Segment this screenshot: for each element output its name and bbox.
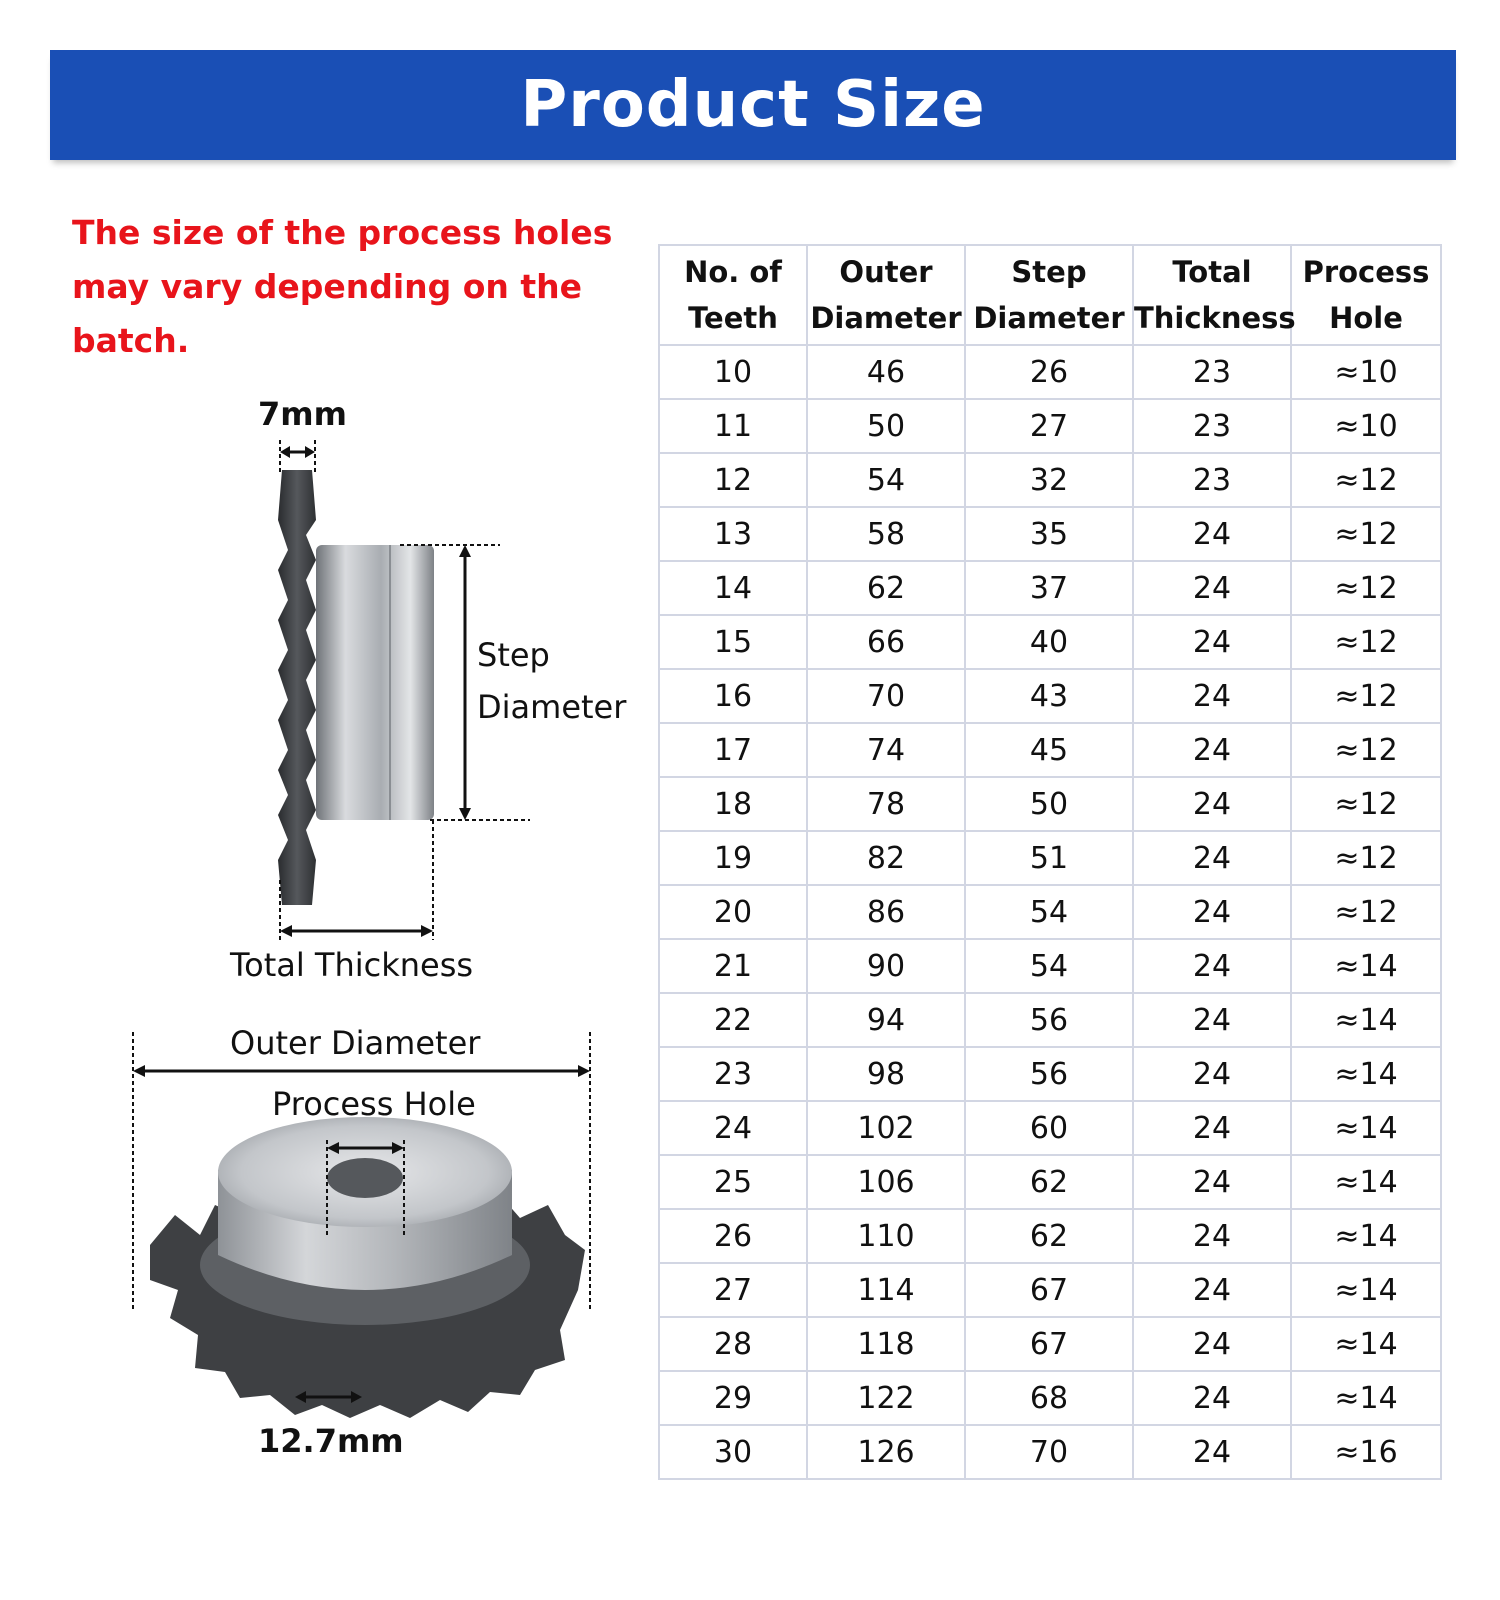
thickness-label: Total Thickness bbox=[230, 946, 474, 984]
cell-step-diameter: 35 bbox=[965, 507, 1133, 561]
cell-teeth: 25 bbox=[659, 1155, 807, 1209]
cell-outer-diameter: 74 bbox=[807, 723, 965, 777]
cell-teeth: 19 bbox=[659, 831, 807, 885]
cell-teeth: 16 bbox=[659, 669, 807, 723]
table-row bbox=[659, 1317, 1441, 1371]
cell-outer-diameter: 50 bbox=[807, 399, 965, 453]
cell-process-hole: ≈14 bbox=[1291, 1047, 1441, 1101]
process-hole-label: Process Hole bbox=[272, 1085, 476, 1123]
cell-process-hole: ≈12 bbox=[1291, 615, 1441, 669]
cell-step-diameter: 32 bbox=[965, 453, 1133, 507]
side-hub bbox=[316, 545, 434, 820]
header-process-hole: Process Hole bbox=[1291, 245, 1441, 345]
cell-teeth: 23 bbox=[659, 1047, 807, 1101]
cell-process-hole: ≈12 bbox=[1291, 885, 1441, 939]
cell-total-thickness: 24 bbox=[1133, 561, 1291, 615]
table-header-row bbox=[659, 245, 1441, 345]
cell-total-thickness: 24 bbox=[1133, 831, 1291, 885]
cell-total-thickness: 23 bbox=[1133, 345, 1291, 399]
step-label-line2: Diameter bbox=[477, 688, 627, 726]
side-teeth bbox=[278, 470, 316, 905]
cell-total-thickness: 24 bbox=[1133, 885, 1291, 939]
cell-outer-diameter: 70 bbox=[807, 669, 965, 723]
size-table bbox=[658, 244, 1442, 1480]
table-row bbox=[659, 831, 1441, 885]
cell-step-diameter: 56 bbox=[965, 1047, 1133, 1101]
cell-process-hole: ≈10 bbox=[1291, 345, 1441, 399]
cell-outer-diameter: 110 bbox=[807, 1209, 965, 1263]
cell-total-thickness: 24 bbox=[1133, 1371, 1291, 1425]
cell-total-thickness: 24 bbox=[1133, 939, 1291, 993]
table-row bbox=[659, 561, 1441, 615]
cell-teeth: 15 bbox=[659, 615, 807, 669]
cell-process-hole: ≈14 bbox=[1291, 1263, 1441, 1317]
cell-outer-diameter: 126 bbox=[807, 1425, 965, 1479]
cell-step-diameter: 54 bbox=[965, 885, 1133, 939]
table-row bbox=[659, 777, 1441, 831]
cell-step-diameter: 26 bbox=[965, 345, 1133, 399]
width-label: 7mm bbox=[258, 395, 347, 433]
cell-outer-diameter: 122 bbox=[807, 1371, 965, 1425]
cell-total-thickness: 24 bbox=[1133, 993, 1291, 1047]
cell-step-diameter: 68 bbox=[965, 1371, 1133, 1425]
cell-process-hole: ≈12 bbox=[1291, 669, 1441, 723]
cell-outer-diameter: 46 bbox=[807, 345, 965, 399]
cell-teeth: 29 bbox=[659, 1371, 807, 1425]
cell-outer-diameter: 114 bbox=[807, 1263, 965, 1317]
cell-process-hole: ≈14 bbox=[1291, 1101, 1441, 1155]
table-row bbox=[659, 939, 1441, 993]
cell-teeth: 11 bbox=[659, 399, 807, 453]
cell-teeth: 26 bbox=[659, 1209, 807, 1263]
cell-teeth: 27 bbox=[659, 1263, 807, 1317]
table-row bbox=[659, 1425, 1441, 1479]
cell-teeth: 24 bbox=[659, 1101, 807, 1155]
batch-note: The size of the process holes may vary depending on the batch. bbox=[72, 213, 613, 360]
table-row bbox=[659, 723, 1441, 777]
header-step-diameter: Step Diameter bbox=[965, 245, 1133, 345]
cell-total-thickness: 24 bbox=[1133, 723, 1291, 777]
cell-total-thickness: 24 bbox=[1133, 1425, 1291, 1479]
cell-step-diameter: 45 bbox=[965, 723, 1133, 777]
table-row bbox=[659, 1047, 1441, 1101]
table-row bbox=[659, 399, 1441, 453]
table-body bbox=[659, 345, 1441, 1479]
cell-total-thickness: 24 bbox=[1133, 777, 1291, 831]
cell-process-hole: ≈14 bbox=[1291, 1209, 1441, 1263]
cell-teeth: 21 bbox=[659, 939, 807, 993]
table-row bbox=[659, 1371, 1441, 1425]
header-outer-diameter: Outer Diameter bbox=[807, 245, 965, 345]
cell-step-diameter: 62 bbox=[965, 1209, 1133, 1263]
cell-outer-diameter: 118 bbox=[807, 1317, 965, 1371]
header-total-thickness: Total Thickness bbox=[1133, 245, 1291, 345]
cell-total-thickness: 24 bbox=[1133, 507, 1291, 561]
cell-process-hole: ≈12 bbox=[1291, 831, 1441, 885]
cell-process-hole: ≈10 bbox=[1291, 399, 1441, 453]
cell-process-hole: ≈14 bbox=[1291, 1371, 1441, 1425]
sprocket-side-view bbox=[0, 0, 660, 1480]
table-row bbox=[659, 453, 1441, 507]
cell-outer-diameter: 86 bbox=[807, 885, 965, 939]
cell-process-hole: ≈14 bbox=[1291, 1317, 1441, 1371]
cell-outer-diameter: 82 bbox=[807, 831, 965, 885]
cell-process-hole: ≈12 bbox=[1291, 723, 1441, 777]
cell-total-thickness: 24 bbox=[1133, 1101, 1291, 1155]
cell-process-hole: ≈12 bbox=[1291, 561, 1441, 615]
table-row bbox=[659, 885, 1441, 939]
cell-total-thickness: 24 bbox=[1133, 615, 1291, 669]
cell-teeth: 12 bbox=[659, 453, 807, 507]
cell-teeth: 10 bbox=[659, 345, 807, 399]
front-sprocket bbox=[150, 1117, 585, 1418]
cell-outer-diameter: 98 bbox=[807, 1047, 965, 1101]
cell-step-diameter: 56 bbox=[965, 993, 1133, 1047]
cell-step-diameter: 62 bbox=[965, 1155, 1133, 1209]
cell-step-diameter: 67 bbox=[965, 1263, 1133, 1317]
table-row bbox=[659, 615, 1441, 669]
cell-step-diameter: 51 bbox=[965, 831, 1133, 885]
cell-total-thickness: 24 bbox=[1133, 1155, 1291, 1209]
cell-teeth: 22 bbox=[659, 993, 807, 1047]
cell-total-thickness: 24 bbox=[1133, 669, 1291, 723]
cell-step-diameter: 50 bbox=[965, 777, 1133, 831]
table-row bbox=[659, 993, 1441, 1047]
outer-diameter-label: Outer Diameter bbox=[230, 1024, 481, 1062]
cell-step-diameter: 60 bbox=[965, 1101, 1133, 1155]
table-row bbox=[659, 507, 1441, 561]
cell-process-hole: ≈14 bbox=[1291, 939, 1441, 993]
table-row bbox=[659, 669, 1441, 723]
cell-step-diameter: 43 bbox=[965, 669, 1133, 723]
cell-process-hole: ≈12 bbox=[1291, 453, 1441, 507]
cell-process-hole: ≈12 bbox=[1291, 777, 1441, 831]
cell-step-diameter: 67 bbox=[965, 1317, 1133, 1371]
cell-step-diameter: 40 bbox=[965, 615, 1133, 669]
cell-teeth: 28 bbox=[659, 1317, 807, 1371]
pitch-label: 12.7mm bbox=[258, 1422, 404, 1460]
cell-total-thickness: 24 bbox=[1133, 1047, 1291, 1101]
table-row bbox=[659, 1101, 1441, 1155]
step-label-line1: Step bbox=[477, 636, 550, 674]
cell-process-hole: ≈16 bbox=[1291, 1425, 1441, 1479]
cell-teeth: 17 bbox=[659, 723, 807, 777]
cell-process-hole: ≈14 bbox=[1291, 1155, 1441, 1209]
cell-teeth: 13 bbox=[659, 507, 807, 561]
cell-step-diameter: 70 bbox=[965, 1425, 1133, 1479]
cell-outer-diameter: 106 bbox=[807, 1155, 965, 1209]
cell-total-thickness: 24 bbox=[1133, 1317, 1291, 1371]
table-row bbox=[659, 1263, 1441, 1317]
table-row bbox=[659, 1209, 1441, 1263]
cell-total-thickness: 23 bbox=[1133, 399, 1291, 453]
cell-process-hole: ≈12 bbox=[1291, 507, 1441, 561]
cell-teeth: 30 bbox=[659, 1425, 807, 1479]
cell-total-thickness: 23 bbox=[1133, 453, 1291, 507]
cell-process-hole: ≈14 bbox=[1291, 993, 1441, 1047]
header-teeth: No. of Teeth bbox=[659, 245, 807, 345]
cell-outer-diameter: 78 bbox=[807, 777, 965, 831]
cell-step-diameter: 54 bbox=[965, 939, 1133, 993]
cell-outer-diameter: 90 bbox=[807, 939, 965, 993]
cell-outer-diameter: 102 bbox=[807, 1101, 965, 1155]
cell-step-diameter: 37 bbox=[965, 561, 1133, 615]
table-row bbox=[659, 345, 1441, 399]
cell-teeth: 18 bbox=[659, 777, 807, 831]
cell-outer-diameter: 94 bbox=[807, 993, 965, 1047]
cell-total-thickness: 24 bbox=[1133, 1263, 1291, 1317]
cell-total-thickness: 24 bbox=[1133, 1209, 1291, 1263]
table-row bbox=[659, 1155, 1441, 1209]
cell-outer-diameter: 66 bbox=[807, 615, 965, 669]
cell-outer-diameter: 62 bbox=[807, 561, 965, 615]
cell-teeth: 20 bbox=[659, 885, 807, 939]
page-title: Product Size bbox=[520, 68, 986, 142]
cell-outer-diameter: 58 bbox=[807, 507, 965, 561]
cell-outer-diameter: 54 bbox=[807, 453, 965, 507]
cell-step-diameter: 27 bbox=[965, 399, 1133, 453]
cell-teeth: 14 bbox=[659, 561, 807, 615]
